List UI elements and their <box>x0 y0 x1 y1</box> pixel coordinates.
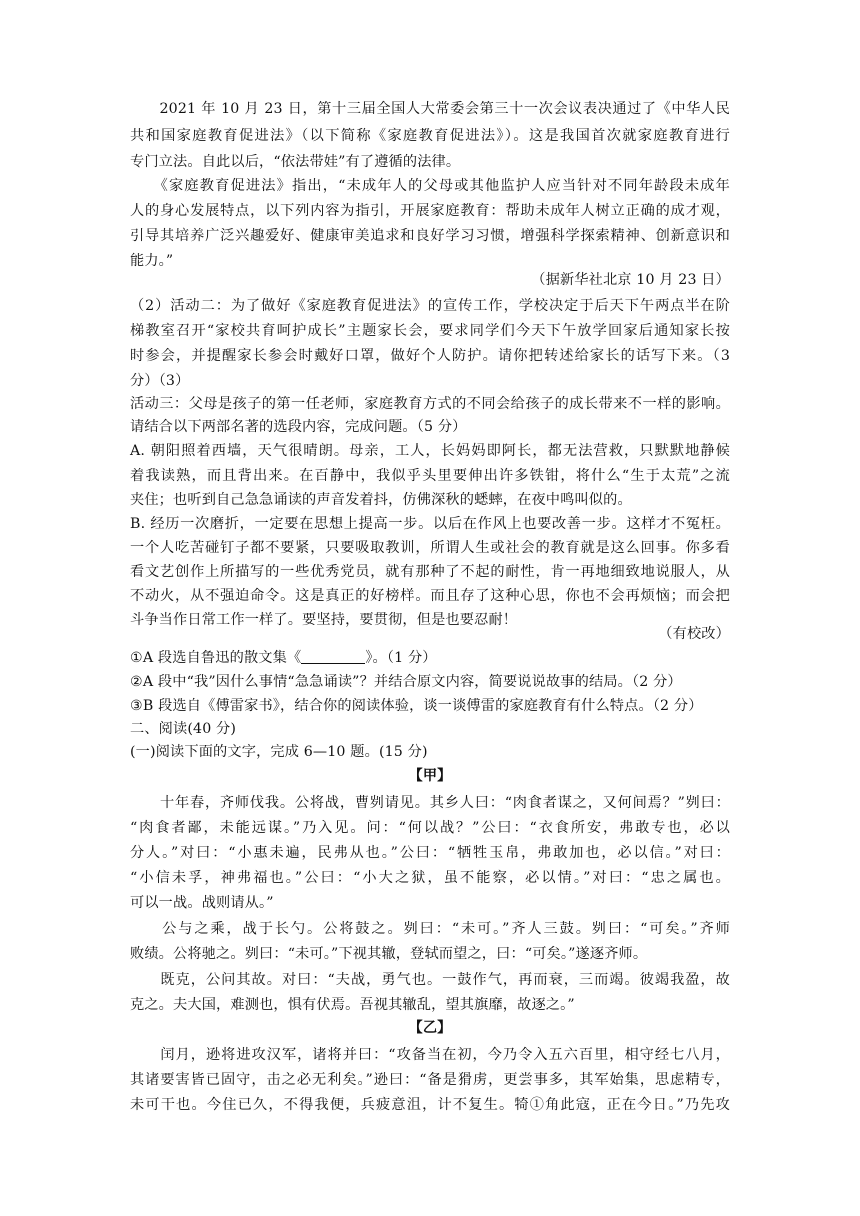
classical-text-line: 未可干也。今住已久，不得我便，兵疲意沮，计不复生。犄①角此寇，正在今日。”乃先攻 <box>130 1097 730 1113</box>
activity-two-line: 分）（3） <box>130 373 190 389</box>
paragraph-line: 《家庭教育促进法》指出，“未成年人的父母或其他监护人应当针对不同年龄段未成年 <box>130 178 730 194</box>
classical-text-line: 克之。夫大国，难测也，惧有伏焉。吾视其辙乱，望其旗靡，故逐之。” <box>130 997 575 1013</box>
passage-b-line: 一个人吃苦碰钉子都不要紧，只要吸取教训，所谓人生或社会的教育就是这么回事。你多看 <box>130 540 730 556</box>
section-title: 二、阅读(40 分) <box>130 721 237 737</box>
source-note: （据新华社北京 10 月 23 日） <box>531 272 730 288</box>
classical-text-line: “肉食者鄙，未能远谋。”乃入见。问：“何以战？”公曰：“衣食所安，弗敢专也，必以 <box>130 820 730 836</box>
classical-text-line: 败绩。公将驰之。刿曰：“未可。”下视其辙，登轼而望之，曰：“可矣。”遂逐齐师。 <box>130 946 648 962</box>
classical-text-line: 闰月，逊将进攻汉军，诸将并曰：“攻备当在初，今乃令入五六百里，相守经七八月， <box>130 1047 730 1063</box>
question-three: ③B 段选自《傅雷家书》，结合你的阅读体验，谈一谈傅雷的家庭教育有什么特点。（2 分） <box>130 698 703 714</box>
activity-three-line: 活动三：父母是孩子的第一任老师，家庭教育方式的不同会给孩子的成长带来不一样的影响。 <box>130 396 730 412</box>
classical-text-line: 其诸要害皆已固守，击之必无利矣。”逊曰：“备是猾虏，更尝事多，其军始集，思虑精专， <box>130 1072 730 1088</box>
classical-text-line: 既克，公问其故。对曰：“夫战，勇气也。一鼓作气，再而衰，三而竭。彼竭我盈，故 <box>130 972 730 988</box>
passage-a-line: 着我读熟，而且背出来。在百静中，我似乎头里要伸出许多铁钳，将什么“生于太荒”之流 <box>130 468 730 484</box>
passage-b-line: 不动火，从不强迫命令。这是真正的好榜样。而且存了这种心思，你也不会再烦恼；而会把 <box>130 588 730 604</box>
classical-text-line: “小信未孚，神弗福也。”公曰：“小大之狱，虽不能察，必以情。”对曰：“忠之属也。 <box>130 870 730 886</box>
paragraph-line: 2021 年 10 月 23 日，第十三届全国人大常委会第三十一次会议表决通过了《中华人民 <box>130 101 730 117</box>
heading-yi: 【乙】 <box>408 1020 452 1036</box>
question-one <box>130 647 730 669</box>
question-one-text: ①A 段选自鲁迅的散文集《 <box>130 650 302 666</box>
adapted-note: （有校改） <box>658 626 730 642</box>
classical-text-line: 分人。”对曰：“小惠未遍，民弗从也。”公曰：“牺牲玉帛，弗敢加也，必以信。”对曰： <box>130 845 730 861</box>
classical-text-line: 公与之乘，战于长勺。公将鼓之。刿曰：“未可。”齐人三鼓。刿曰：“可矣。”齐师 <box>130 921 730 937</box>
passage-b-line: B. 经历一次磨折，一定要在思想上提高一步。以后在作风上也要改善一步。这样才不冤枉。 <box>130 516 730 532</box>
heading-jia: 【甲】 <box>408 768 452 784</box>
paragraph-line: 引导其培养广泛兴趣爱好、健康审美追求和良好学习习惯，增强科学探索精神、创新意识和 <box>130 228 730 244</box>
paragraph-line: 专门立法。自此以后，“依法带娃”有了遵循的法律。 <box>130 154 461 170</box>
activity-two-line: （2）活动二：为了做好《家庭教育促进法》的宣传工作，学校决定于后天下午两点半在阶 <box>130 298 730 314</box>
activity-two-line: 梯教室召开“家校共育呵护成长”主题家长会，要求同学们今天下午放学回家后通知家长按 <box>130 323 730 339</box>
classical-text-line: 十年春，齐师伐我。公将战，曹刿请见。其乡人曰：“肉食者谋之，又何间焉？”刿曰： <box>130 795 730 811</box>
passage-b-line: 看文艺创作上所描写的一些优秀党员，就有那种了不起的耐性，肯一再地细致地说服人，从 <box>130 564 730 580</box>
subsection-title: (一)阅读下面的文字，完成 6—10 题。(15 分) <box>130 744 428 760</box>
question-one-points: 》。（1 分） <box>365 650 437 666</box>
passage-a-line: 夹住；也听到自己急急诵读的声音发着抖，仿佛深秋的蟋蟀，在夜中鸣叫似的。 <box>130 492 632 508</box>
passage-b-line: 斗争当作日常工作一样了。要坚持，要贯彻，但是也要忍耐！ <box>130 612 518 628</box>
question-two: ②A 段中“我”因什么事情“急急诵读”？并结合原文内容，简要说说故事的结局。（2 分） <box>130 674 682 690</box>
paragraph-line: 共和国家庭教育促进法》（以下简称《家庭教育促进法》）。这是我国首次就家庭教育进行 <box>130 128 730 144</box>
activity-two-line: 时参会，并提醒家长参会时戴好口罩，做好个人防护。请你把转述给家长的话写下来。（3 <box>130 348 730 364</box>
paragraph-line: 能力。” <box>130 253 174 269</box>
paragraph-line: 人的身心发展特点，以下列内容为指引，开展家庭教育：帮助未成年人树立正确的成才观， <box>130 203 730 219</box>
classical-text-line: 可以一战。战则请从。” <box>130 895 274 911</box>
activity-three-line: 请结合以下两部名著的选段内容，完成问题。（5 分） <box>130 419 467 435</box>
answer-blank[interactable] <box>301 649 365 664</box>
passage-a-line: A. 朝阳照着西墙，天气很晴朗。母亲，工人，长妈妈即阿长，都无法营救，只默默地静候 <box>130 443 730 459</box>
